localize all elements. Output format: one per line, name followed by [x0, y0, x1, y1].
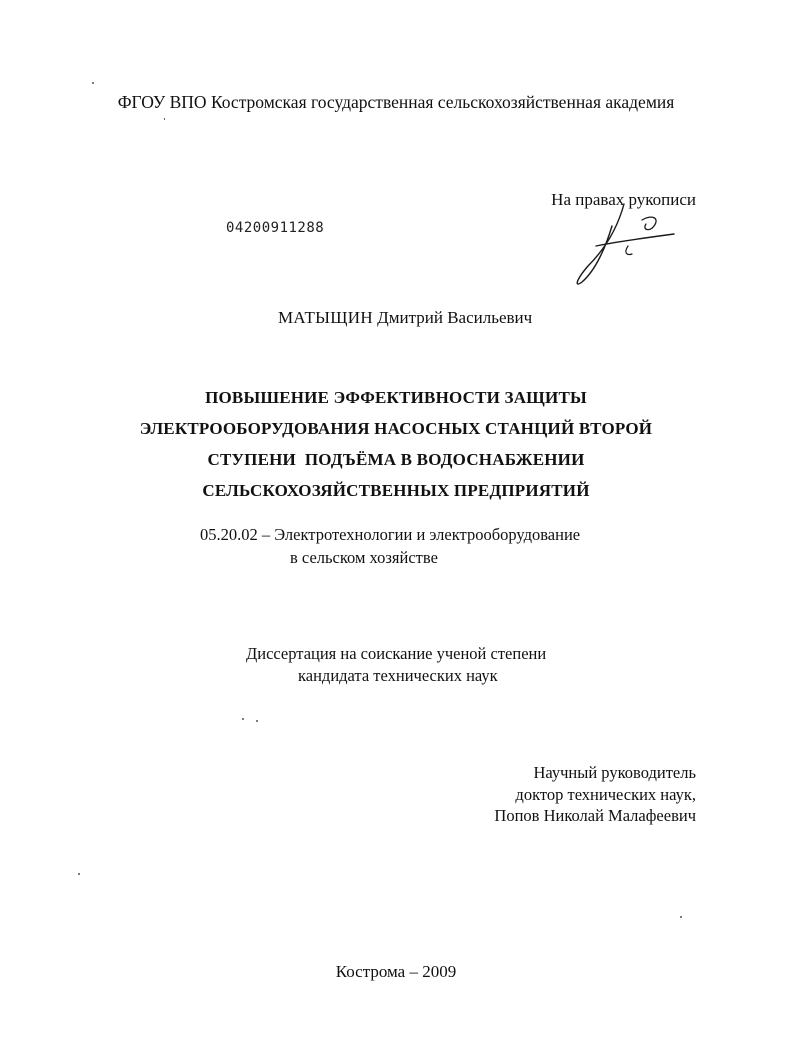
- catalog-number: 04200911288: [226, 220, 325, 236]
- handwritten-signature: [566, 196, 686, 292]
- author-given-names: Дмитрий Васильевич: [377, 308, 533, 327]
- scan-speck: [242, 718, 244, 720]
- specialty-field: в сельском хозяйстве: [290, 548, 438, 567]
- degree-statement: Диссертация на соискание ученой степени: [246, 644, 547, 663]
- scan-speck: [78, 873, 80, 875]
- scan-speck: [164, 118, 165, 120]
- city-year: Кострома – 2009: [335, 962, 457, 981]
- degree-name: кандидата технических наук: [298, 666, 498, 685]
- scan-speck: [256, 720, 258, 722]
- title-line: ПОВЫШЕНИЕ ЭФФЕКТИВНОСТИ ЗАЩИТЫ: [205, 388, 587, 407]
- institution-name: ФГОУ ВПО Костромская государственная сельскохозяйственная академия: [117, 92, 675, 112]
- dissertation-title: [0, 382, 792, 506]
- scan-speck: [680, 916, 682, 918]
- title-line: СЕЛЬСКОХОЗЯЙСТВЕННЫХ ПРЕДПРИЯТИЙ: [202, 481, 590, 500]
- scan-speck: [92, 82, 94, 84]
- specialty-code: 05.20.02 – Электротехнологии и электрооборудование: [200, 525, 581, 544]
- author-surname: МАТЫЩИН: [278, 308, 373, 327]
- supervisor-name: Попов Николай Малафеевич: [494, 806, 696, 825]
- author-name: [278, 308, 532, 328]
- supervisor-role: Научный руководитель: [533, 763, 696, 782]
- rights-note: На правах рукописи: [551, 190, 696, 209]
- title-line: СТУПЕНИ ПОДЪЁМА В ВОДОСНАБЖЕНИИ: [207, 450, 585, 469]
- title-line: ЭЛЕКТРООБОРУДОВАНИЯ НАСОСНЫХ СТАНЦИЙ ВТОРОЙ: [139, 419, 653, 438]
- supervisor-degree: доктор технических наук,: [515, 785, 696, 804]
